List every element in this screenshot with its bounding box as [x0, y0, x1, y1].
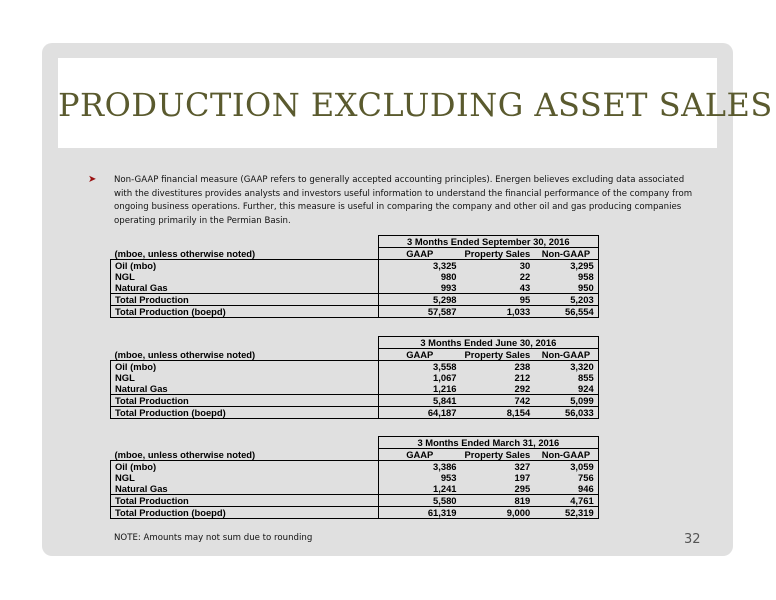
cell-non-gaap: 52,319: [534, 507, 598, 519]
cell-gaap: 5,580: [379, 495, 461, 507]
row-label: Oil (mbo): [111, 260, 379, 272]
cell-property-sales: 9,000: [461, 507, 535, 519]
row-label: NGL: [111, 271, 379, 282]
unit-label: (mboe, unless otherwise noted): [111, 349, 379, 361]
cell-non-gaap: 3,059: [534, 461, 598, 473]
arrow-bullet-icon: ➤: [88, 174, 97, 185]
cell-non-gaap: 946: [534, 483, 598, 495]
table-row: [111, 361, 599, 373]
cell-non-gaap: 5,203: [534, 294, 598, 306]
col-header-non-gaap: Non-GAAP: [534, 349, 598, 361]
cell-gaap: 1,216: [379, 383, 461, 395]
cell-property-sales: 295: [461, 483, 535, 495]
cell-property-sales: 819: [461, 495, 535, 507]
cell-gaap: 61,319: [379, 507, 461, 519]
cell-property-sales: 292: [461, 383, 535, 395]
cell-property-sales: 8,154: [461, 407, 535, 419]
col-header-property-sales: Property Sales: [461, 349, 535, 361]
table-row: [111, 483, 599, 495]
table-row: [111, 395, 599, 407]
col-header-non-gaap: Non-GAAP: [534, 449, 598, 461]
rounding-note: NOTE: Amounts may not sum due to rounding: [114, 533, 313, 543]
row-label: Total Production: [111, 294, 379, 306]
table-row: [111, 407, 599, 419]
cell-property-sales: 197: [514, 472, 531, 483]
row-label: Total Production (boepd): [111, 306, 379, 318]
cell-property-sales: 238: [514, 361, 531, 372]
cell-gaap: 1,067: [433, 372, 457, 383]
cell-property-sales: 43: [461, 282, 535, 294]
cell-non-gaap: 4,761: [534, 495, 598, 507]
table-row: [111, 372, 599, 383]
row-label: Oil (mbo): [111, 461, 379, 473]
cell-non-gaap: 756: [534, 472, 598, 483]
table-row: [111, 507, 599, 519]
row-label: NGL: [111, 372, 379, 383]
unit-label: (mboe, unless otherwise noted): [111, 449, 379, 461]
col-header-gaap: GAAP: [379, 449, 461, 461]
table-row: [111, 383, 599, 395]
period-header: 3 Months Ended March 31, 2016: [379, 437, 599, 449]
table-row: [111, 294, 599, 306]
cell-non-gaap: 950: [534, 282, 598, 294]
col-header-gaap: GAAP: [379, 248, 461, 260]
table-row: [111, 282, 599, 294]
cell-gaap: 993: [379, 282, 461, 294]
period-header: 3 Months Ended September 30, 2016: [379, 236, 599, 248]
table-row: [111, 306, 599, 318]
cell-gaap: 953: [440, 472, 457, 483]
cell-property-sales: 95: [461, 294, 535, 306]
cell-non-gaap: 958: [534, 271, 598, 282]
cell-gaap: 5,298: [379, 294, 461, 306]
production-table-june: [110, 336, 599, 419]
row-label: Natural Gas: [111, 383, 379, 395]
cell-non-gaap: 56,554: [534, 306, 598, 318]
row-label: Total Production (boepd): [111, 407, 379, 419]
row-label: Total Production: [111, 495, 379, 507]
unit-label: (mboe, unless otherwise noted): [111, 248, 379, 260]
cell-gaap: 980: [440, 271, 457, 282]
cell-gaap: 64,187: [379, 407, 461, 419]
cell-non-gaap: 5,099: [534, 395, 598, 407]
cell-gaap: 3,558: [433, 361, 457, 372]
title-box: [58, 58, 773, 148]
row-label: NGL: [111, 472, 379, 483]
col-header-property-sales: Property Sales: [461, 248, 535, 260]
cell-non-gaap: 56,033: [534, 407, 598, 419]
cell-gaap: 5,841: [379, 395, 461, 407]
cell-non-gaap: 855: [534, 372, 598, 383]
table-row: [111, 461, 599, 473]
cell-property-sales: 212: [514, 372, 531, 383]
cell-property-sales: 742: [461, 395, 535, 407]
production-table-march: [110, 436, 599, 519]
table-row: [111, 271, 599, 282]
col-header-gaap: GAAP: [379, 349, 461, 361]
bullet-text: Non-GAAP financial measure (GAAP refers to generally accepted accounting principles). Energen believes excluding data associated with the divestitures provides analysts and investors useful information to understand the financial performance of the company from ongoing business operations. Further, this measure is useful in comparing the company and other oil and gas producing companies operating primarily in the Permian Basin.: [114, 175, 693, 226]
row-label: Natural Gas: [111, 282, 379, 294]
cell-gaap: 1,241: [379, 483, 461, 495]
page-title: PRODUCTION EXCLUDING ASSET SALES: [58, 86, 773, 124]
row-label: Natural Gas: [111, 483, 379, 495]
row-label: Total Production: [111, 395, 379, 407]
cell-gaap: 3,386: [433, 461, 457, 472]
col-header-non-gaap: Non-GAAP: [534, 248, 598, 260]
table-row: [111, 260, 599, 272]
col-header-property-sales: Property Sales: [461, 449, 535, 461]
cell-property-sales: 30: [519, 260, 531, 271]
table-row: [111, 472, 599, 483]
cell-non-gaap: 3,320: [534, 361, 598, 373]
cell-non-gaap: 924: [534, 383, 598, 395]
cell-gaap: 3,325: [433, 260, 457, 271]
period-header: 3 Months Ended June 30, 2016: [379, 337, 599, 349]
row-label: Oil (mbo): [111, 361, 379, 373]
table-row: [111, 495, 599, 507]
cell-property-sales: 327: [514, 461, 531, 472]
row-label: Total Production (boepd): [111, 507, 379, 519]
cell-non-gaap: 3,295: [534, 260, 598, 272]
cell-gaap: 57,587: [379, 306, 461, 318]
production-table-september: [110, 235, 599, 318]
page-number: 32: [684, 532, 701, 547]
cell-property-sales: 22: [519, 271, 531, 282]
cell-property-sales: 1,033: [461, 306, 535, 318]
